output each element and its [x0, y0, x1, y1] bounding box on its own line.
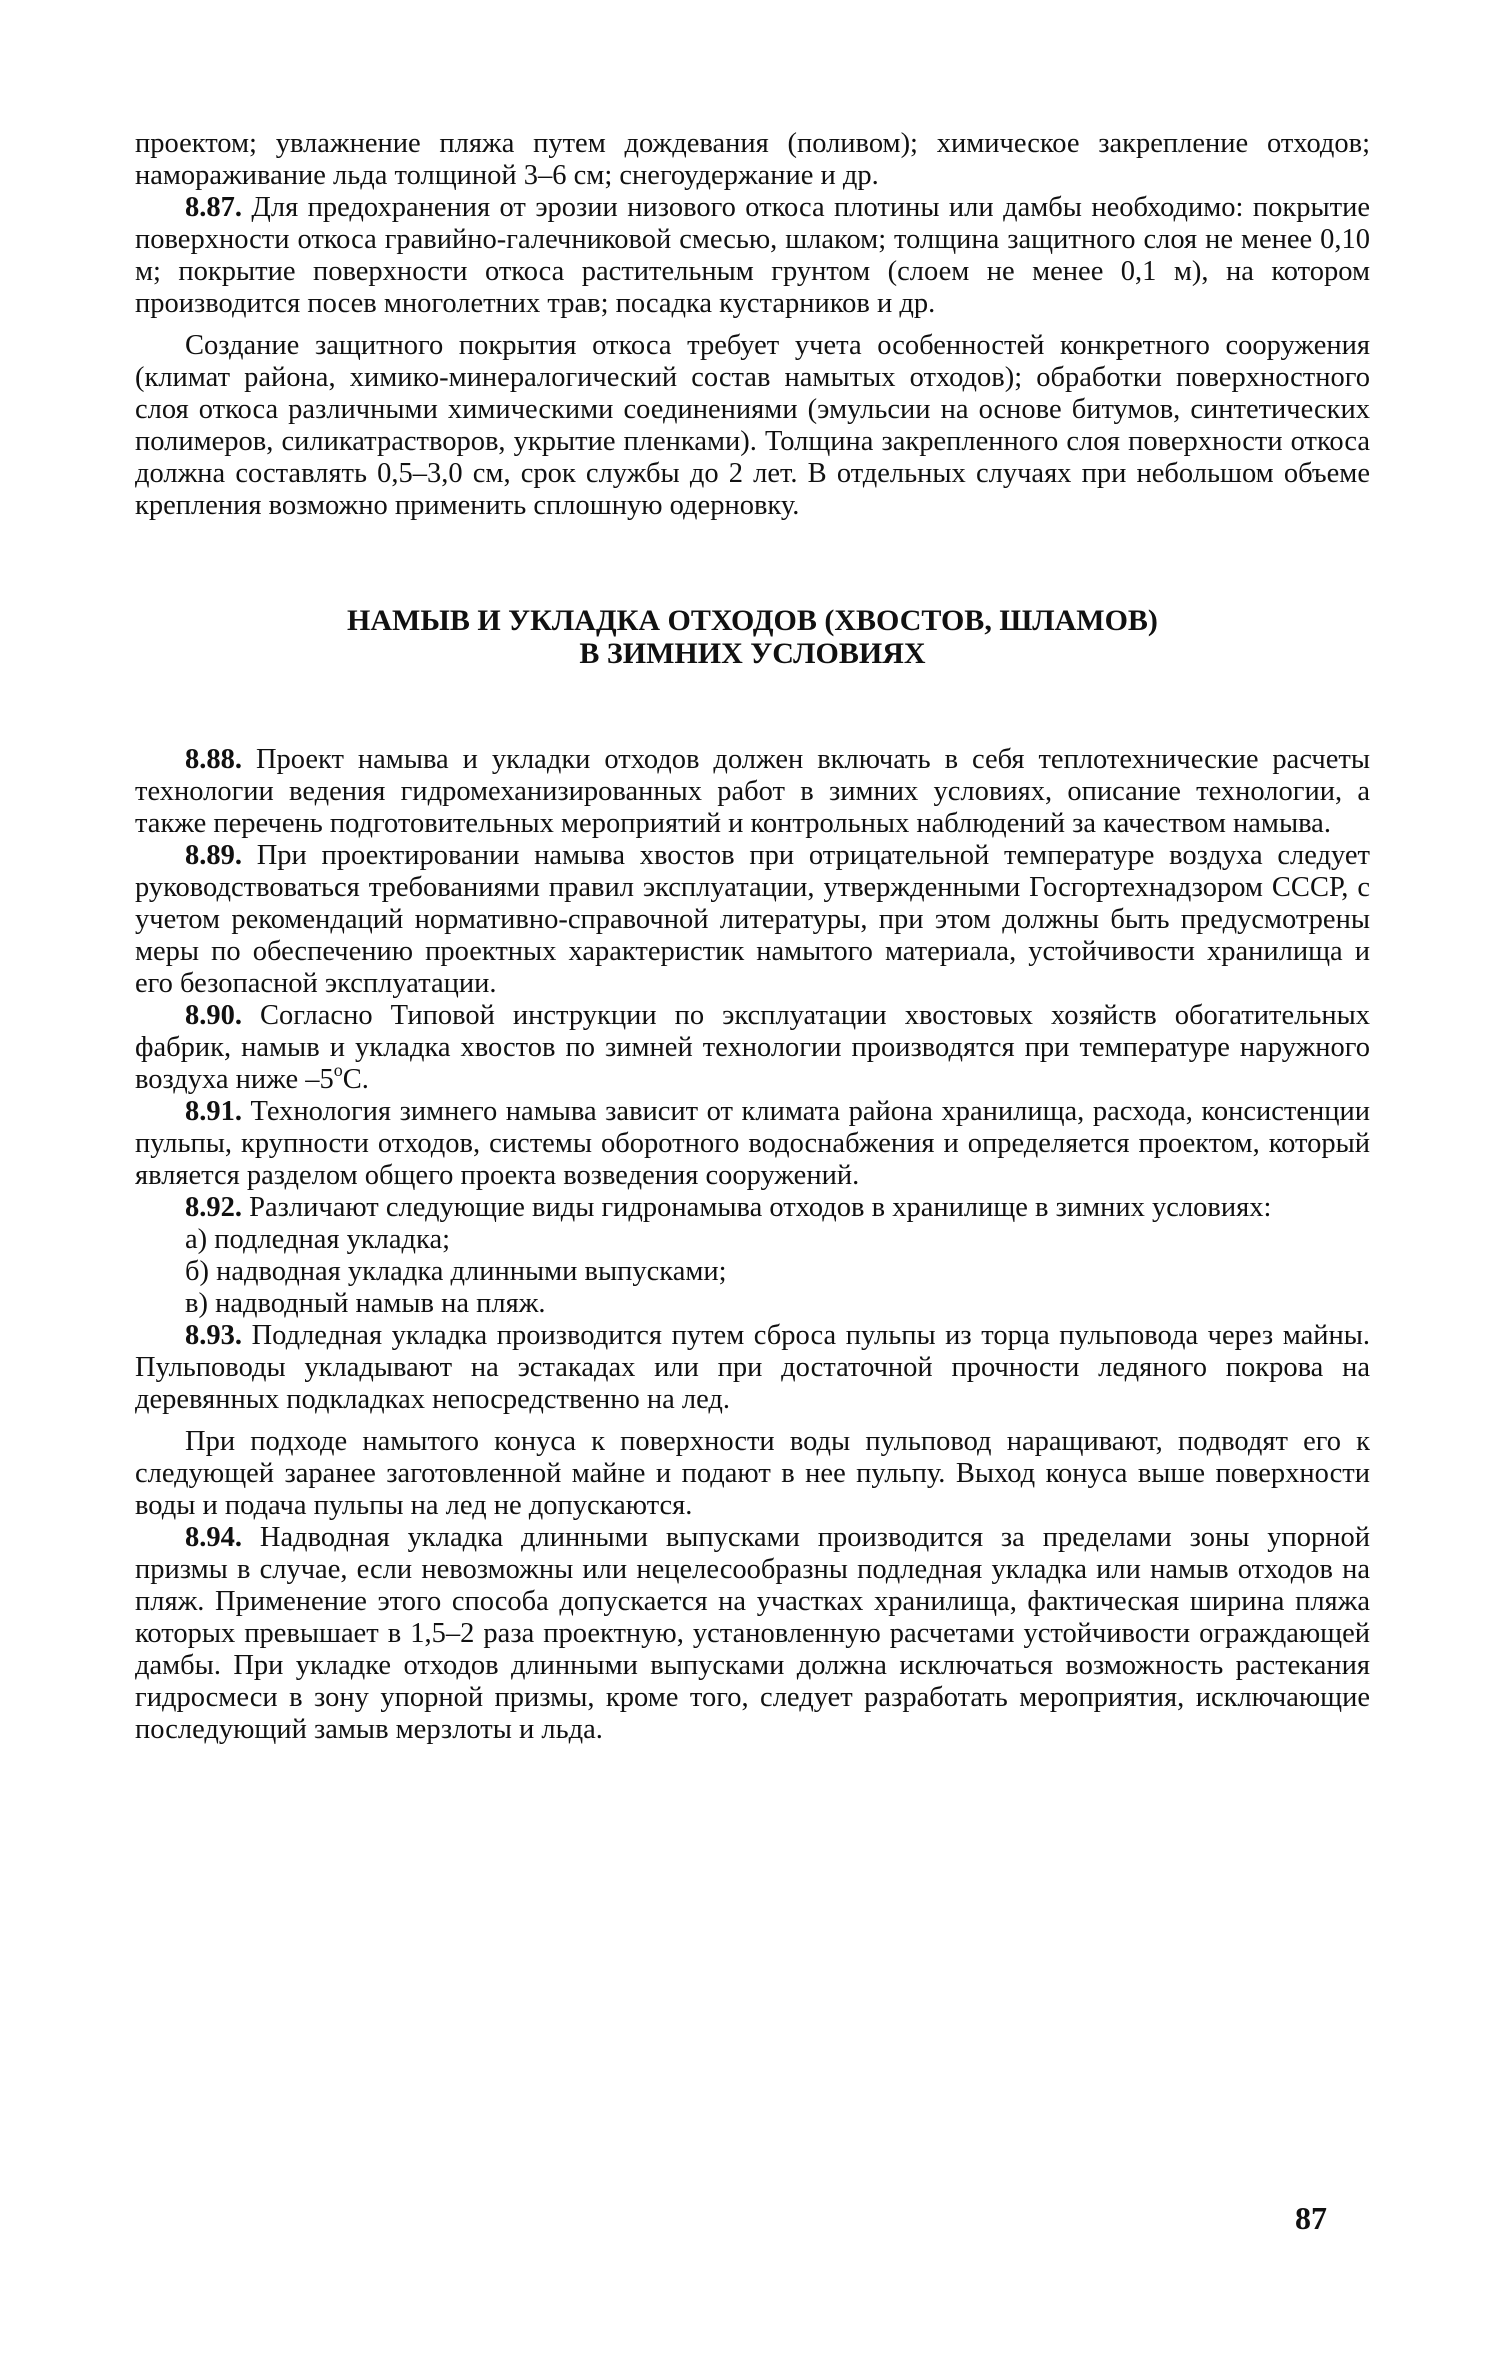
list-item: в) надводный намыв на пляж. — [185, 1288, 546, 1319]
paragraph-text: При подходе намытого конуса к поверхности воды пульповод наращивают, подводят его к следующей заранее заготовленной майне и подают в нее пульпу. Выход конуса выше поверхности воды и подача пульпы на лед не допускаются. — [135, 1426, 1370, 1521]
paragraph-text: Подледная укладка производится путем сброса пульпы из торца пульповода через майны. Пульповоды укладывают на эстакадах или при достаточной прочности ледяного покрова на деревянных подкладках непосредственно на лед. — [135, 1320, 1370, 1415]
paragraph-text: При проектировании намыва хвостов при отрицательной температуре воздуха следует руководствоваться требованиями правил эксплуатации, утвержденными Госгортехнадзором СССР, с учетом рекомендаций нормативно-справочной литературы, при этом должны быть предусмотрены меры по обеспечению проектных характеристик намытого материала, устойчивости хранилища и его безопасной эксплуатации. — [135, 840, 1370, 999]
section-number: 8.88. — [185, 744, 242, 775]
section-number: 8.94. — [185, 1522, 242, 1553]
list — [135, 1224, 1370, 1320]
paragraph-text: Проект намыва и укладки отходов должен включать в себя теплотехнические расчеты технологии ведения гидромеханизированных работ в зимних условиях, описание технологии, а также перечень подготовительных мероприятий и контрольных наблюдений за качеством намыва. — [135, 744, 1370, 839]
paragraph-8-89 — [135, 840, 1370, 1000]
paragraph-8-92 — [135, 1192, 1370, 1224]
heading-line-1: НАМЫВ И УКЛАДКА ОТХОДОВ (ХВОСТОВ, ШЛАМОВ) — [347, 604, 1158, 637]
section-number: 8.90. — [185, 1000, 242, 1031]
degree-mark: о — [333, 1060, 343, 1080]
paragraph — [135, 128, 1370, 192]
list-item: б) надводная укладка длинными выпусками; — [185, 1256, 727, 1287]
section-number: 8.92. — [185, 1192, 242, 1223]
page-number: 87 — [1295, 2200, 1327, 2236]
paragraph-text: Согласно Типовой инструкции по эксплуатации хвостовых хозяйств обогатительных фабрик, намыв и укладка хвостов по зимней технологии производятся при температуре наружного воздуха ниже –5 — [135, 1000, 1370, 1095]
paragraph-text: проектом; увлажнение пляжа путем дождевания (поливом); химическое закрепление отходов; намораживание льда толщиной 3–6 см; снегоудержание и др. — [135, 128, 1370, 191]
section-number: 8.87. — [185, 192, 242, 223]
paragraph-text: Технология зимнего намыва зависит от климата района хранилища, расхода, консистенции пульпы, крупности отходов, системы оборотного водоснабжения и определяется проектом, который является разделом общего проекта возведения сооружений. — [135, 1096, 1370, 1191]
paragraph-text: Различают следующие виды гидронамыва отходов в хранилище в зимних условиях: — [242, 1192, 1272, 1223]
heading-line-2: В ЗИМНИХ УСЛОВИЯХ — [579, 637, 926, 670]
section-heading — [135, 604, 1370, 670]
paragraph — [135, 1426, 1370, 1522]
section-number: 8.91. — [185, 1096, 242, 1127]
paragraph-8-93 — [135, 1320, 1370, 1416]
paragraph-8-87 — [135, 192, 1370, 320]
paragraph-text: Создание защитного покрытия откоса требует учета особенностей конкретного сооружения (климат района, химико-минералогический состав намытых отходов); обработки поверхностного слоя откоса различными химическими соединениями (эмульсии на основе битумов, синтетических полимеров, силикатрастворов, укрытие пленками). Толщина закрепленного слоя поверхности откоса должна составлять 0,5–3,0 см, срок службы до 2 лет. В отдельных случаях при небольшом объеме крепления возможно применить сплошную одерновку. — [135, 330, 1370, 521]
document-page — [135, 128, 1370, 1746]
section-number: 8.89. — [185, 840, 242, 871]
paragraph-8-94 — [135, 1522, 1370, 1746]
paragraph-text: Для предохранения от эрозии низового откоса плотины или дамбы необходимо: покрытие поверхности откоса гравийно-галечниковой смесью, шлаком; толщина защитного слоя не менее 0,10 м; покрытие поверхности откоса растительным грунтом (слоем не менее 0,1 м), на котором производится посев многолетних трав; посадка кустарников и др. — [135, 192, 1370, 319]
paragraph-text: Надводная укладка длинными выпусками производится за пределами зоны упорной призмы в случае, если невозможны или нецелесообразны подледная укладка или намыв отходов на пляж. Применение этого способа допускается на участках хранилища, фактическая ширина пляжа которых превышает в 1,5–2 раза проектную, установленную расчетами устойчивости ограждающей дамбы. При укладке отходов длинными выпусками должна исключаться возможность растекания гидросмеси в зону упорной призмы, кроме того, следует разработать мероприятия, исключающие последующий замыв мерзлоты и льда. — [135, 1522, 1370, 1745]
paragraph — [135, 330, 1370, 522]
paragraph-text-tail: С. — [342, 1064, 369, 1095]
paragraph-8-88 — [135, 744, 1370, 840]
paragraph-8-91 — [135, 1096, 1370, 1192]
section-number: 8.93. — [185, 1320, 242, 1351]
paragraph-8-90 — [135, 1000, 1370, 1096]
list-item: а) подледная укладка; — [185, 1224, 451, 1255]
